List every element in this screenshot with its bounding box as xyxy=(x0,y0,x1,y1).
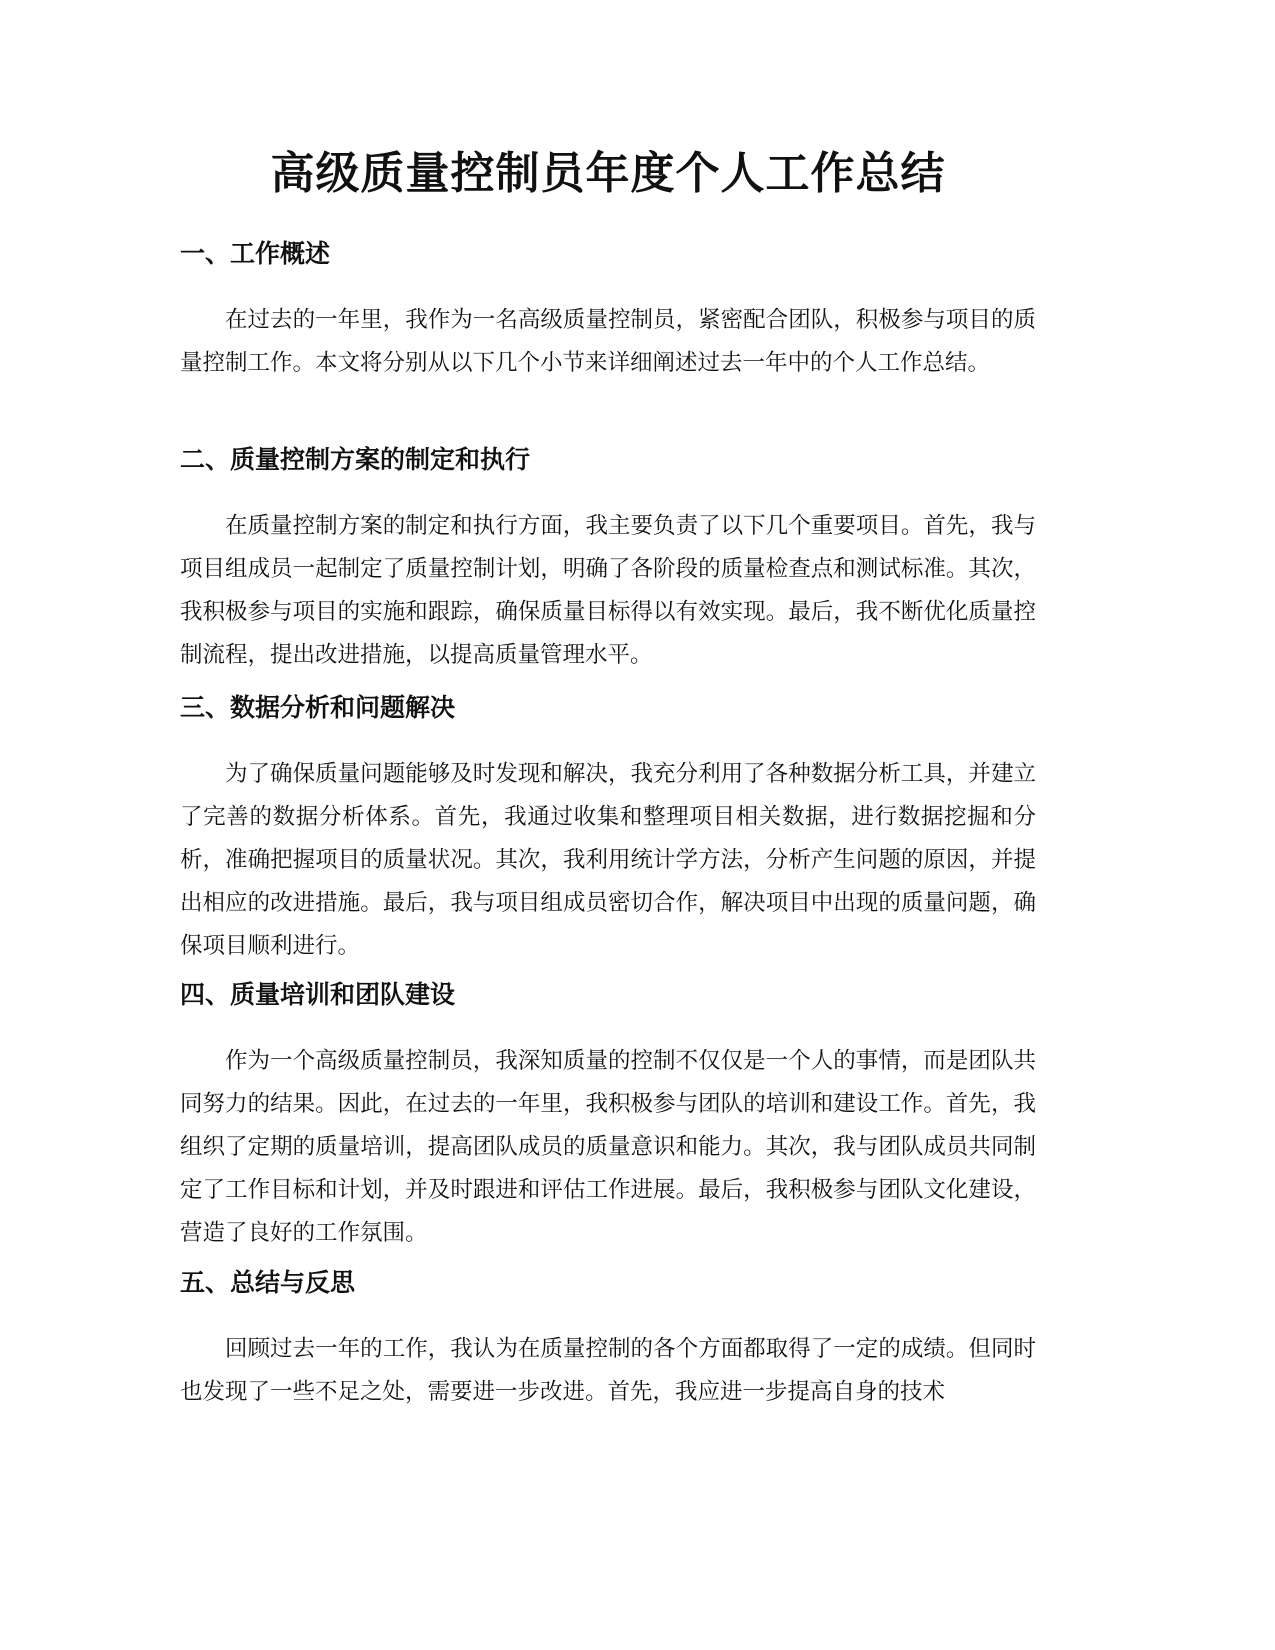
section-work-overview xyxy=(180,236,1036,385)
section-heading: 三、数据分析和问题解决 xyxy=(180,693,456,722)
section-paragraph: 为了确保质量问题能够及时发现和解决，我充分利用了各种数据分析工具，并建立了完善的数据分析体系。首先，我通过收集和整理项目相关数据，进行数据挖掘和分析，准确把握项目的质量状况。其次，我利用统计学方法，分析产生问题的原因，并提出相应的改进措施。最后，我与项目组成员密切合作，解决项目中出现的质量问题，确保项目顺利进行。 xyxy=(180,761,1036,959)
section-paragraph: 在质量控制方案的制定和执行方面，我主要负责了以下几个重要项目。首先，我与项目组成员一起制定了质量控制计划，明确了各阶段的质量检查点和测试标准。其次，我积极参与项目的实施和跟踪，确保质量目标得以有效实现。最后，我不断优化质量控制流程，提出改进措施，以提高质量管理水平。 xyxy=(180,513,1036,668)
document-title: 高级质量控制员年度个人工作总结 xyxy=(270,148,946,199)
section-heading: 二、质量控制方案的制定和执行 xyxy=(180,445,531,474)
section-paragraph: 回顾过去一年的工作，我认为在质量控制的各个方面都取得了一定的成绩。但同时也发现了一些不足之处，需要进一步改进。首先，我应进一步提高自身的技术 xyxy=(180,1336,1036,1405)
section-summary-reflection xyxy=(180,1265,1036,1414)
section-data-analysis xyxy=(180,690,1036,968)
section-heading: 一、工作概述 xyxy=(180,239,331,268)
section-heading: 五、总结与反思 xyxy=(180,1268,356,1297)
section-training-team xyxy=(180,977,1036,1255)
section-quality-plan xyxy=(180,442,1036,677)
section-heading: 四、质量培训和团队建设 xyxy=(180,980,456,1009)
section-paragraph: 作为一个高级质量控制员，我深知质量的控制不仅仅是一个人的事情，而是团队共同努力的结果。因此，在过去的一年里，我积极参与团队的培训和建设工作。首先，我组织了定期的质量培训，提高团队成员的质量意识和能力。其次，我与团队成员共同制定了工作目标和计划，并及时跟进和评估工作进展。最后，我积极参与团队文化建设，营造了良好的工作氛围。 xyxy=(180,1048,1036,1246)
section-paragraph: 在过去的一年里，我作为一名高级质量控制员，紧密配合团队，积极参与项目的质量控制工作。本文将分别从以下几个小节来详细阐述过去一年中的个人工作总结。 xyxy=(180,307,1036,376)
